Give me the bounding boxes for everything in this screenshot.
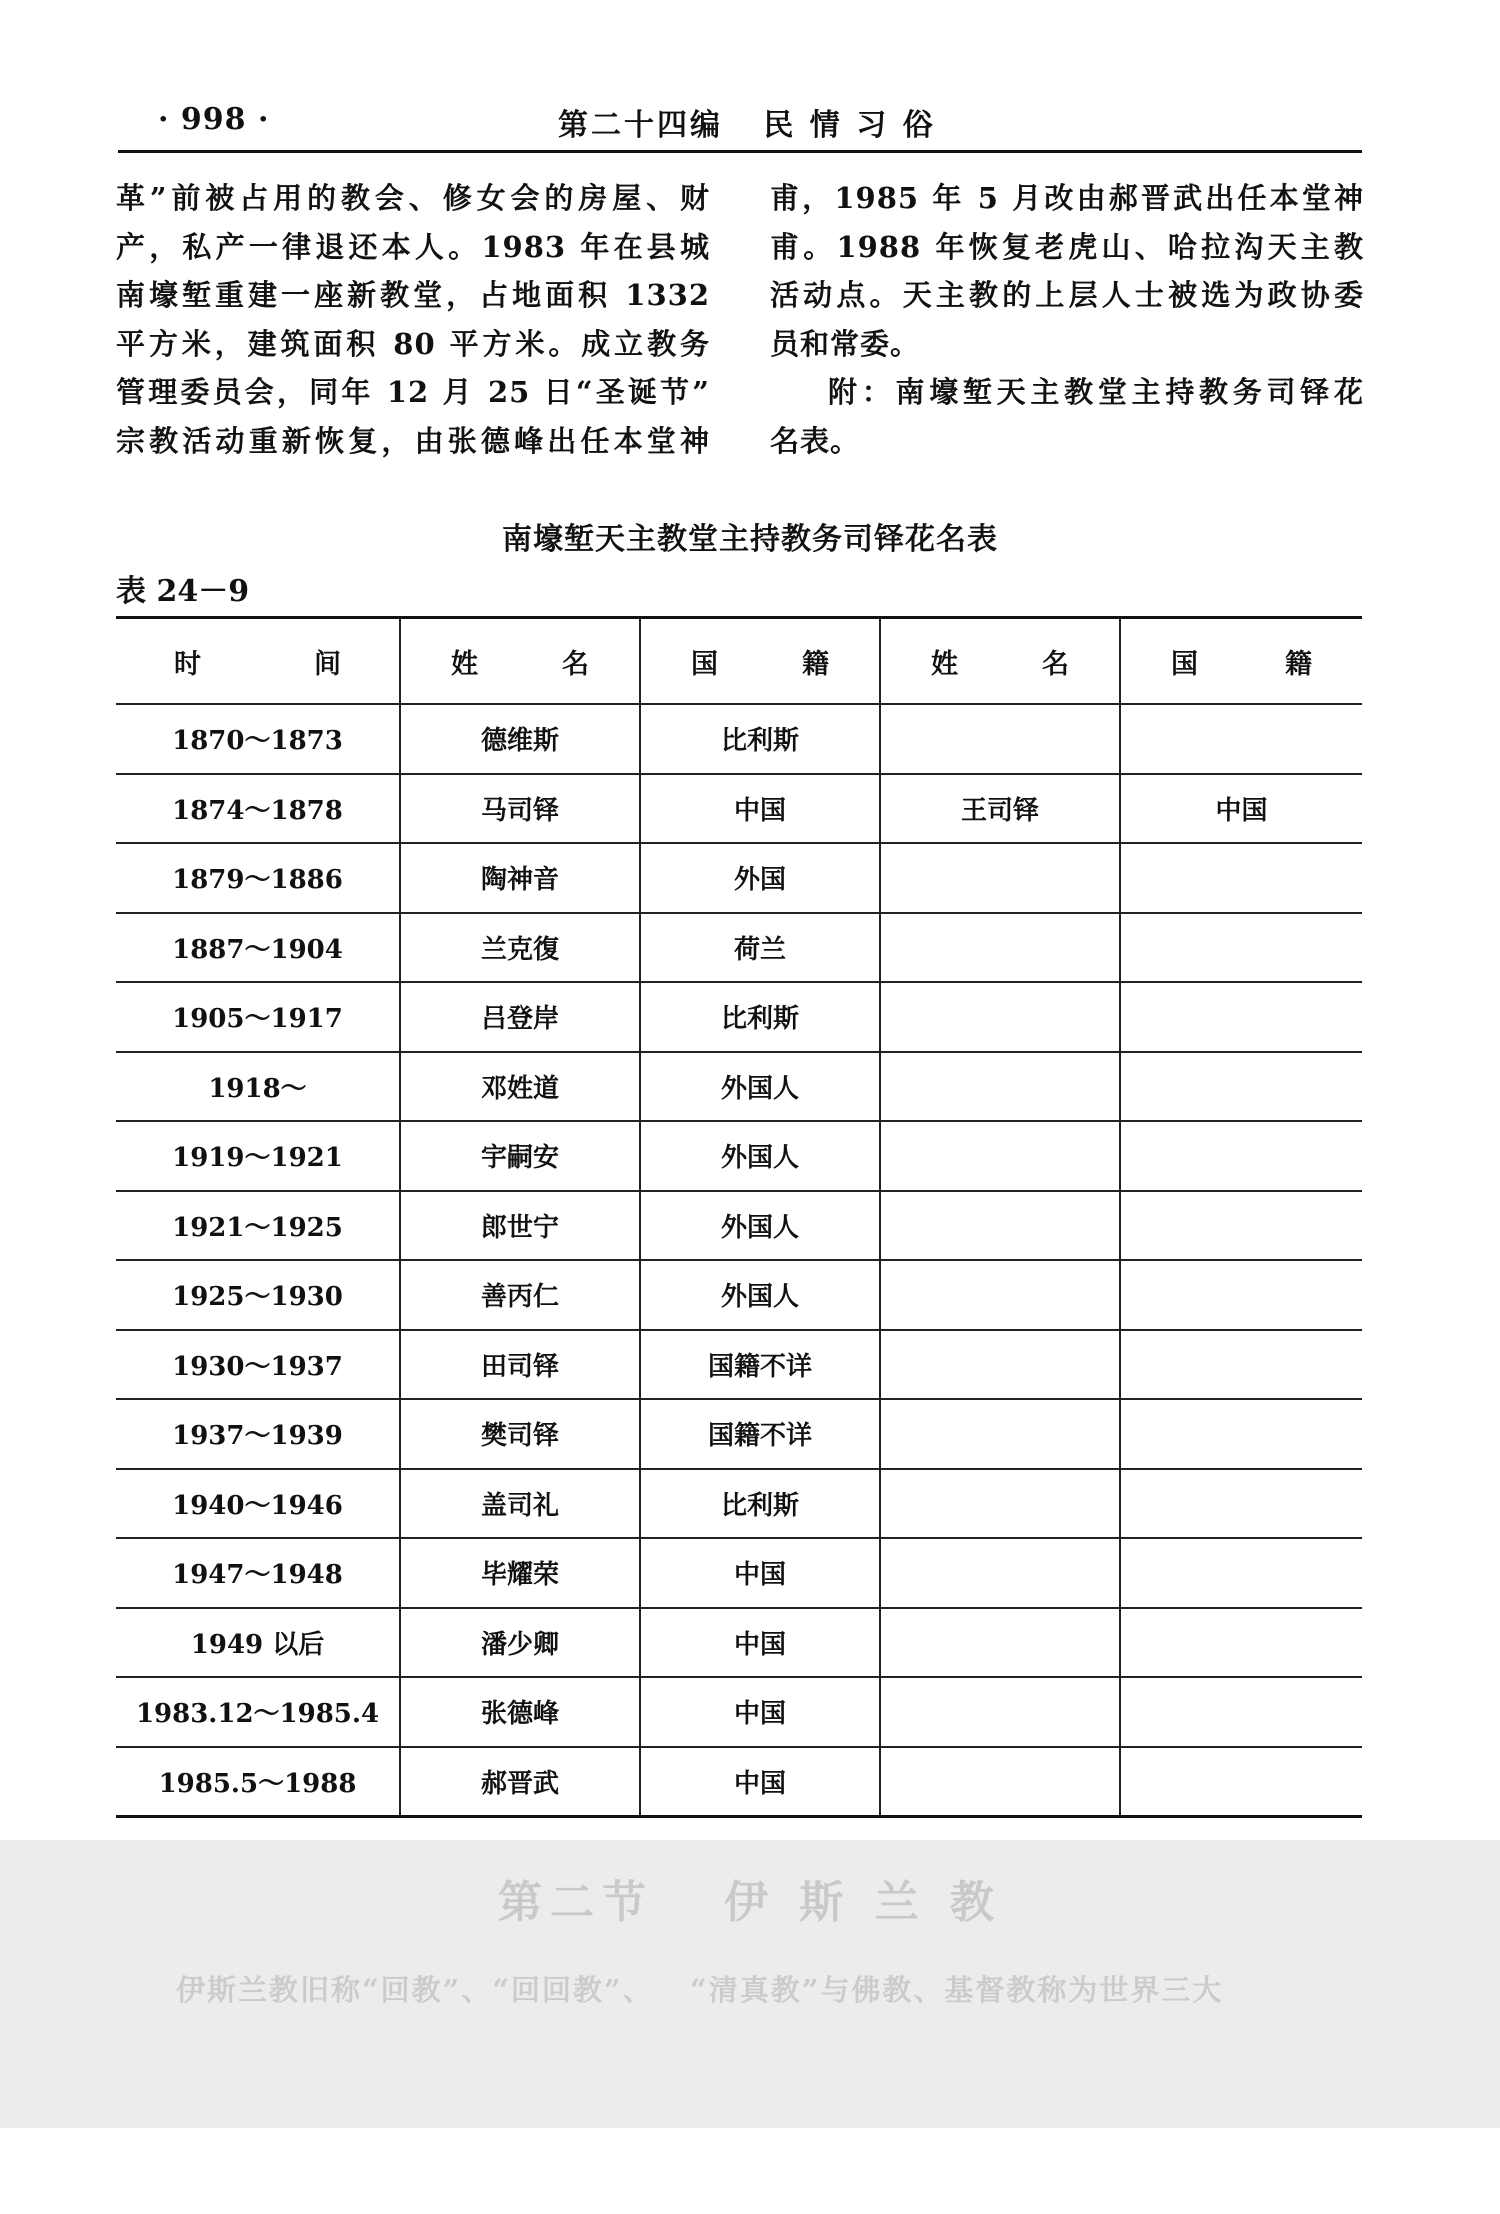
cell-nationality: 比利斯 [640, 704, 880, 774]
table-row [116, 1260, 1362, 1330]
cell-name-2 [880, 1052, 1120, 1122]
cell-name-2 [880, 1469, 1120, 1539]
text-line: 产，私产一律退还本人。1983 年在县城 [116, 229, 710, 264]
table-number: 表 24－9 [116, 574, 250, 609]
header-time: 时 间 [116, 618, 400, 705]
text-line: 革”前被占用的教会、修女会的房屋、财 [116, 181, 710, 215]
cell-name: 善丙仁 [400, 1260, 640, 1330]
text-line: 南壕堑重建一座新教堂，占地面积 1332 [116, 278, 710, 313]
header-nationality: 国 籍 [640, 618, 880, 705]
table-row [116, 1191, 1362, 1261]
table-title: 南壕堑天主教堂主持教务司铎花名表 [502, 522, 998, 557]
table-row [116, 1677, 1362, 1747]
table-row [116, 1121, 1362, 1191]
cell-name-2 [880, 1121, 1120, 1191]
cell-nationality: 比利斯 [640, 982, 880, 1052]
table-row [116, 913, 1362, 983]
cell-name: 吕登岸 [400, 982, 640, 1052]
cell-name-2: 王司铎 [880, 774, 1120, 844]
cell-time: 1874～1878 [116, 774, 400, 844]
cell-name-2 [880, 982, 1120, 1052]
cell-nationality: 中国 [640, 1677, 880, 1747]
cell-time: 1937～1939 [116, 1399, 400, 1469]
header-nationality-2: 国 籍 [1120, 618, 1362, 705]
cell-name-2 [880, 1191, 1120, 1261]
table-row [116, 1052, 1362, 1122]
cell-nationality-2 [1120, 1608, 1362, 1678]
cell-name: 兰克復 [400, 913, 640, 983]
section-heading: 第二节 伊 斯 兰 教 [498, 1877, 1002, 1928]
cell-time: 1940～1946 [116, 1469, 400, 1539]
cell-time: 1887～1904 [116, 913, 400, 983]
cell-time: 1930～1937 [116, 1330, 400, 1400]
appendix-line: 名表。 [770, 423, 861, 458]
cell-name: 樊司铎 [400, 1399, 640, 1469]
cell-nationality-2 [1120, 1469, 1362, 1539]
cell-nationality-2 [1120, 1191, 1362, 1261]
left-column [116, 174, 710, 466]
cell-nationality: 外国人 [640, 1121, 880, 1191]
cell-nationality-2 [1120, 704, 1362, 774]
text-line: 活动点。天主教的上层人士被选为政协委 [770, 278, 1364, 313]
cell-nationality-2 [1120, 1330, 1362, 1400]
cell-nationality-2 [1120, 843, 1362, 913]
cell-name-2 [880, 1538, 1120, 1608]
header-name: 姓 名 [400, 618, 640, 705]
cell-nationality: 中国 [640, 1538, 880, 1608]
table-row [116, 982, 1362, 1052]
page-header [118, 96, 1362, 153]
cell-name-2 [880, 704, 1120, 774]
cell-nationality-2 [1120, 1052, 1362, 1122]
cell-time: 1921～1925 [116, 1191, 400, 1261]
right-column [770, 174, 1364, 466]
text-line: 甫，1985 年 5 月改由郝晋武出任本堂神 [770, 181, 1364, 215]
cell-name-2 [880, 913, 1120, 983]
cell-nationality-2 [1120, 982, 1362, 1052]
cell-time: 1918～ [116, 1052, 400, 1122]
cell-nationality: 国籍不详 [640, 1399, 880, 1469]
cell-nationality: 外国人 [640, 1260, 880, 1330]
table-row [116, 1399, 1362, 1469]
table-row [116, 774, 1362, 844]
page-number: · 998 · [158, 102, 270, 137]
text-line: 员和常委。 [770, 326, 921, 361]
cell-time: 1879～1886 [116, 843, 400, 913]
cell-nationality-2 [1120, 1538, 1362, 1608]
cell-name: 郎世宁 [400, 1191, 640, 1261]
cell-name-2 [880, 1260, 1120, 1330]
cell-nationality: 外国人 [640, 1052, 880, 1122]
cell-time: 1983.12～1985.4 [116, 1677, 400, 1747]
cell-name-2 [880, 1608, 1120, 1678]
cell-nationality: 外国 [640, 843, 880, 913]
cell-nationality: 国籍不详 [640, 1330, 880, 1400]
cell-time: 1985.5～1988 [116, 1747, 400, 1817]
cell-name: 马司铎 [400, 774, 640, 844]
appendix-line: 附：南壕堑天主教堂主持教务司铎花 [828, 375, 1364, 410]
cell-name: 毕耀荣 [400, 1538, 640, 1608]
cell-name-2 [880, 1330, 1120, 1400]
header-name-2: 姓 名 [880, 618, 1120, 705]
cell-name-2 [880, 843, 1120, 913]
cell-nationality-2 [1120, 1399, 1362, 1469]
table-row [116, 843, 1362, 913]
table-row [116, 1747, 1362, 1817]
cell-nationality: 荷兰 [640, 913, 880, 983]
cell-name: 田司铎 [400, 1330, 640, 1400]
cell-time: 1947～1948 [116, 1538, 400, 1608]
cell-nationality-2: 中国 [1120, 774, 1362, 844]
cell-nationality: 比利斯 [640, 1469, 880, 1539]
cell-nationality-2 [1120, 1260, 1362, 1330]
body-text [116, 174, 1364, 474]
table-row [116, 1608, 1362, 1678]
table-header-row [116, 618, 1362, 705]
cell-time: 1905～1917 [116, 982, 400, 1052]
table-row [116, 1469, 1362, 1539]
cell-name: 宇嗣安 [400, 1121, 640, 1191]
cell-nationality-2 [1120, 1121, 1362, 1191]
cell-nationality: 中国 [640, 1747, 880, 1817]
cell-name: 德维斯 [400, 704, 640, 774]
text-line: 管理委员会，同年 12 月 25 日“圣诞节” [116, 375, 710, 410]
cell-name: 张德峰 [400, 1677, 640, 1747]
running-title: 第二十四编 民 情 习 俗 [558, 108, 936, 143]
priest-roster-table [116, 616, 1362, 1818]
cell-name: 盖司礼 [400, 1469, 640, 1539]
cell-nationality-2 [1120, 1747, 1362, 1817]
cell-time: 1949 以后 [116, 1608, 400, 1678]
cell-name: 郝晋武 [400, 1747, 640, 1817]
cell-name-2 [880, 1677, 1120, 1747]
cell-nationality: 中国 [640, 774, 880, 844]
cell-nationality: 中国 [640, 1608, 880, 1678]
cell-nationality-2 [1120, 913, 1362, 983]
table-row [116, 1538, 1362, 1608]
cell-name: 陶神音 [400, 843, 640, 913]
table-row [116, 704, 1362, 774]
cell-time: 1870～1873 [116, 704, 400, 774]
cell-nationality-2 [1120, 1677, 1362, 1747]
cell-time: 1925～1930 [116, 1260, 400, 1330]
cell-time: 1919～1921 [116, 1121, 400, 1191]
text-line: 宗教活动重新恢复，由张德峰出任本堂神 [116, 423, 710, 458]
section-intro-line: 伊斯兰教旧称“回教”、“回回教”、 “清真教”与佛教、基督教称为世界三大 [176, 1973, 1224, 2007]
cell-name-2 [880, 1747, 1120, 1817]
table-row [116, 1330, 1362, 1400]
cell-name-2 [880, 1399, 1120, 1469]
text-line: 甫。1988 年恢复老虎山、哈拉沟天主教 [770, 229, 1364, 264]
cell-name: 潘少卿 [400, 1608, 640, 1678]
cell-name: 邓姓道 [400, 1052, 640, 1122]
cell-nationality: 外国人 [640, 1191, 880, 1261]
text-line: 平方米，建筑面积 80 平方米。成立教务 [116, 326, 710, 361]
